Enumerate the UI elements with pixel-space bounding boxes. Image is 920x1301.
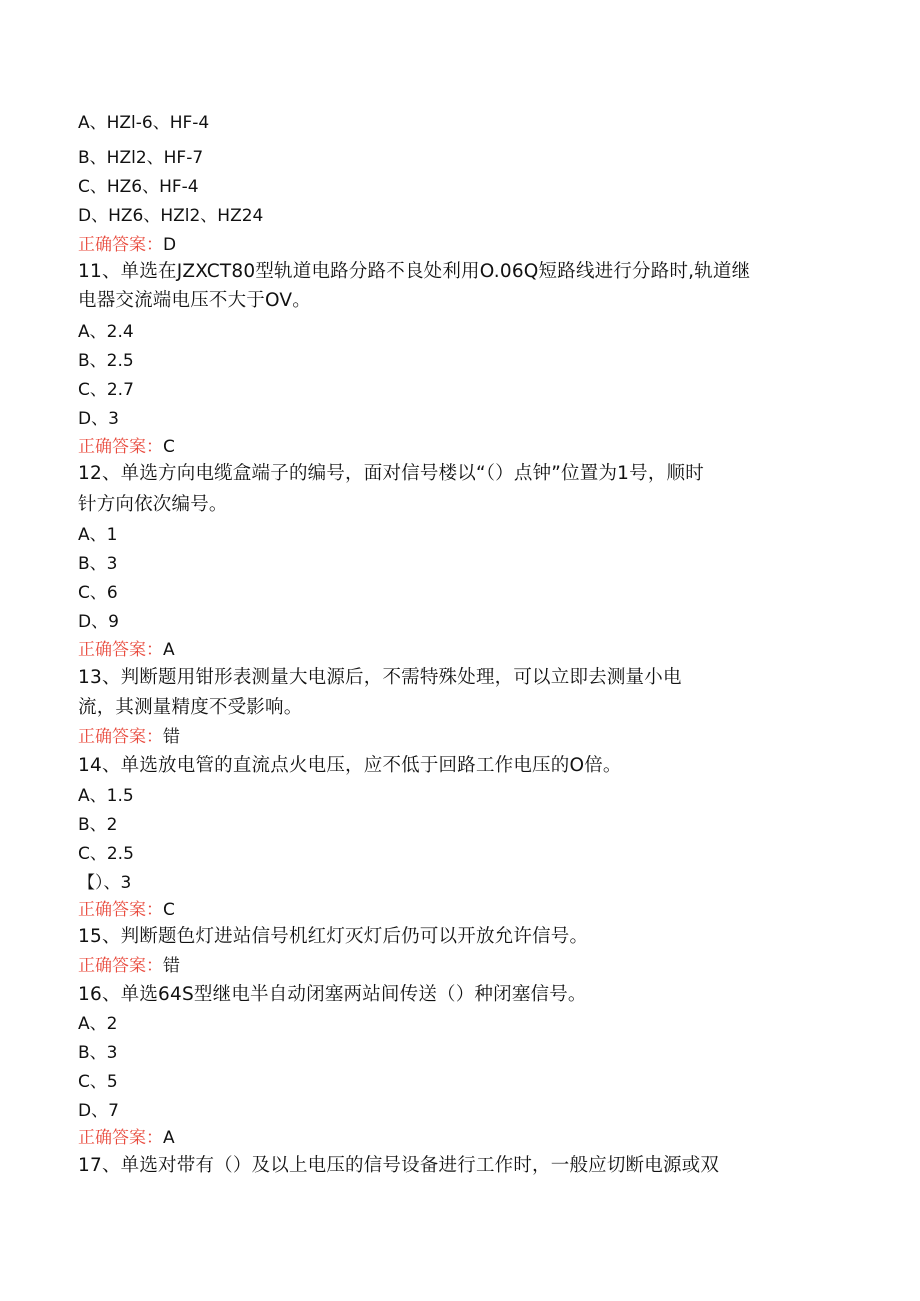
q13-stem-line1: 13、判断题用钳形表测量大电源后，不需特殊处理，可以立即去测量小电 bbox=[78, 667, 682, 688]
q14-option-d: 【）、3 bbox=[78, 873, 132, 893]
q11-option-c: C、2.7 bbox=[78, 380, 134, 400]
q16-option-d: D、7 bbox=[78, 1101, 119, 1121]
q17-stem-line1: 17、单选对带有（）及以上电压的信号设备进行工作时，一般应切断电源或双 bbox=[78, 1155, 720, 1176]
q16-stem-line1: 16、单选64S型继电半自动闭塞两站间传送（）种闭塞信号。 bbox=[78, 984, 587, 1005]
answer-value: 错 bbox=[163, 727, 180, 747]
q12-stem-line2: 针方向依次编号。 bbox=[78, 494, 228, 515]
answer-label: 正确答案： bbox=[78, 235, 163, 255]
q12-option-c: C、6 bbox=[78, 583, 118, 603]
answer-value: A bbox=[163, 1128, 175, 1148]
answer-label: 正确答案： bbox=[78, 1128, 163, 1148]
answer-value: 错 bbox=[163, 956, 180, 976]
answer-value: C bbox=[163, 900, 175, 920]
q13-stem-line2: 流，其测量精度不受影响。 bbox=[78, 697, 303, 718]
q15-stem-line1: 15、判断题色灯进站信号机红灯灭灯后仍可以开放允许信号。 bbox=[78, 926, 589, 947]
q10-option-d: D、HZ6、HZl2、HZ24 bbox=[78, 206, 264, 226]
answer-label: 正确答案： bbox=[78, 437, 163, 457]
q15-answer bbox=[78, 955, 180, 977]
q14-stem-line1: 14、单选放电管的直流点火电压，应不低于回路工作电压的O倍。 bbox=[78, 755, 622, 776]
q11-option-b: B、2.5 bbox=[78, 351, 134, 371]
q16-option-b: B、3 bbox=[78, 1043, 118, 1063]
answer-value: A bbox=[163, 640, 175, 660]
q12-option-b: B、3 bbox=[78, 554, 118, 574]
q12-answer bbox=[78, 639, 175, 661]
q14-option-c: C、2.5 bbox=[78, 844, 134, 864]
q10-option-c: C、HZ6、HF-4 bbox=[78, 177, 199, 197]
q13-answer bbox=[78, 726, 180, 748]
q11-answer bbox=[78, 436, 175, 458]
q11-stem-line1: 11、单选在JZXCT80型轨道电路分路不良处利用O.06Q短路线进行分路时,轨道继 bbox=[78, 261, 751, 282]
q16-answer bbox=[78, 1127, 175, 1149]
answer-value: D bbox=[163, 235, 177, 255]
q11-option-d: D、3 bbox=[78, 409, 119, 429]
q14-answer bbox=[78, 899, 175, 921]
answer-label: 正确答案： bbox=[78, 900, 163, 920]
answer-label: 正确答案： bbox=[78, 956, 163, 976]
answer-label: 正确答案： bbox=[78, 640, 163, 660]
answer-label: 正确答案： bbox=[78, 727, 163, 747]
q12-option-a: A、1 bbox=[78, 525, 118, 545]
answer-value: C bbox=[163, 437, 175, 457]
q16-option-a: A、2 bbox=[78, 1014, 118, 1034]
q10-option-b: B、HZl2、HF-7 bbox=[78, 148, 204, 168]
q10-option-a: A、HZl-6、HF-4 bbox=[78, 113, 210, 133]
q10-answer bbox=[78, 234, 176, 256]
q12-stem-line1: 12、单选方向电缆盒端子的编号，面对信号楼以“（）点钟”位置为1号，顺时 bbox=[78, 463, 704, 484]
q14-option-b: B、2 bbox=[78, 815, 118, 835]
q11-stem-line2: 电器交流端电压不大于OV。 bbox=[78, 290, 311, 311]
q12-option-d: D、9 bbox=[78, 612, 119, 632]
q14-option-a: A、1.5 bbox=[78, 786, 134, 806]
q16-option-c: C、5 bbox=[78, 1072, 118, 1092]
q11-option-a: A、2.4 bbox=[78, 322, 134, 342]
